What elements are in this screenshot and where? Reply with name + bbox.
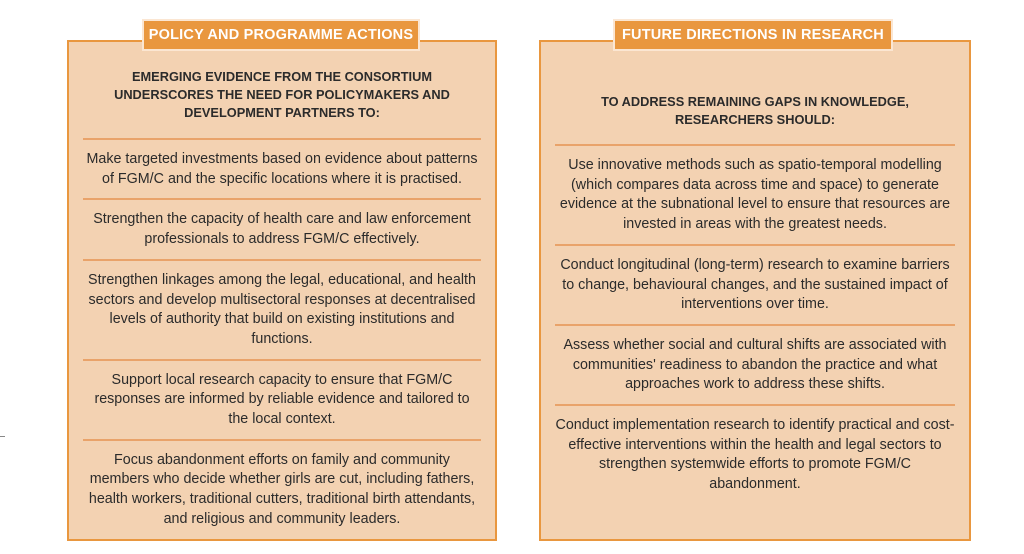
research-direction-item: Conduct longitudinal (long-term) research to examine barriers to change, behavioural changes, and the sustained impact of interventions over time. — [555, 244, 955, 324]
policy-action-item: Strengthen the capacity of health care and law enforcement professionals to address FGM/C effectively. — [83, 198, 481, 258]
research-directions-intro: TO ADDRESS REMAINING GAPS IN KNOWLEDGE, RESEARCHERS SHOULD: — [601, 94, 909, 127]
policy-action-item: Make targeted investments based on evidence about patterns of FGM/C and the specific locations where it is practised. — [83, 138, 481, 198]
policy-actions-panel — [67, 40, 497, 541]
research-directions-panel — [539, 40, 971, 541]
policy-actions-intro: EMERGING EVIDENCE FROM THE CONSORTIUM UNDERSCORES THE NEED FOR POLICYMAKERS AND DEVELOPMENT PARTNERS TO: — [114, 69, 450, 120]
policy-actions-list — [83, 138, 481, 539]
research-direction-item: Use innovative methods such as spatio-temporal modelling (which compares data across time and space) to generate evidence at the subnational level to ensure that resources are invested in areas with the greatest needs. — [555, 144, 955, 244]
policy-action-item: Support local research capacity to ensure that FGM/C responses are informed by reliable evidence and tailored to the local context. — [83, 359, 481, 439]
research-direction-item: Assess whether social and cultural shifts are associated with communities' readiness to abandon the practice and what approaches work to address these shifts. — [555, 324, 955, 404]
research-direction-item: Conduct implementation research to identify practical and cost-effective interventions within the health and legal sectors to strengthen systemwide efforts to promote FGM/C abandonment. — [555, 404, 955, 504]
research-directions-list — [555, 144, 955, 504]
policy-action-item: Strengthen linkages among the legal, educational, and health sectors and develop multisectoral responses at decentralised levels of authority that build on existing institutions and functions. — [83, 259, 481, 359]
policy-actions-title: POLICY AND PROGRAMME ACTIONS — [142, 19, 420, 51]
edge-mark — [0, 436, 5, 437]
research-directions-title: FUTURE DIRECTIONS IN RESEARCH — [613, 19, 893, 51]
policy-action-item: Focus abandonment efforts on family and community members who decide whether girls are cut, including fathers, health workers, traditional cutters, traditional birth attendants, and religious and community leaders. — [83, 439, 481, 539]
